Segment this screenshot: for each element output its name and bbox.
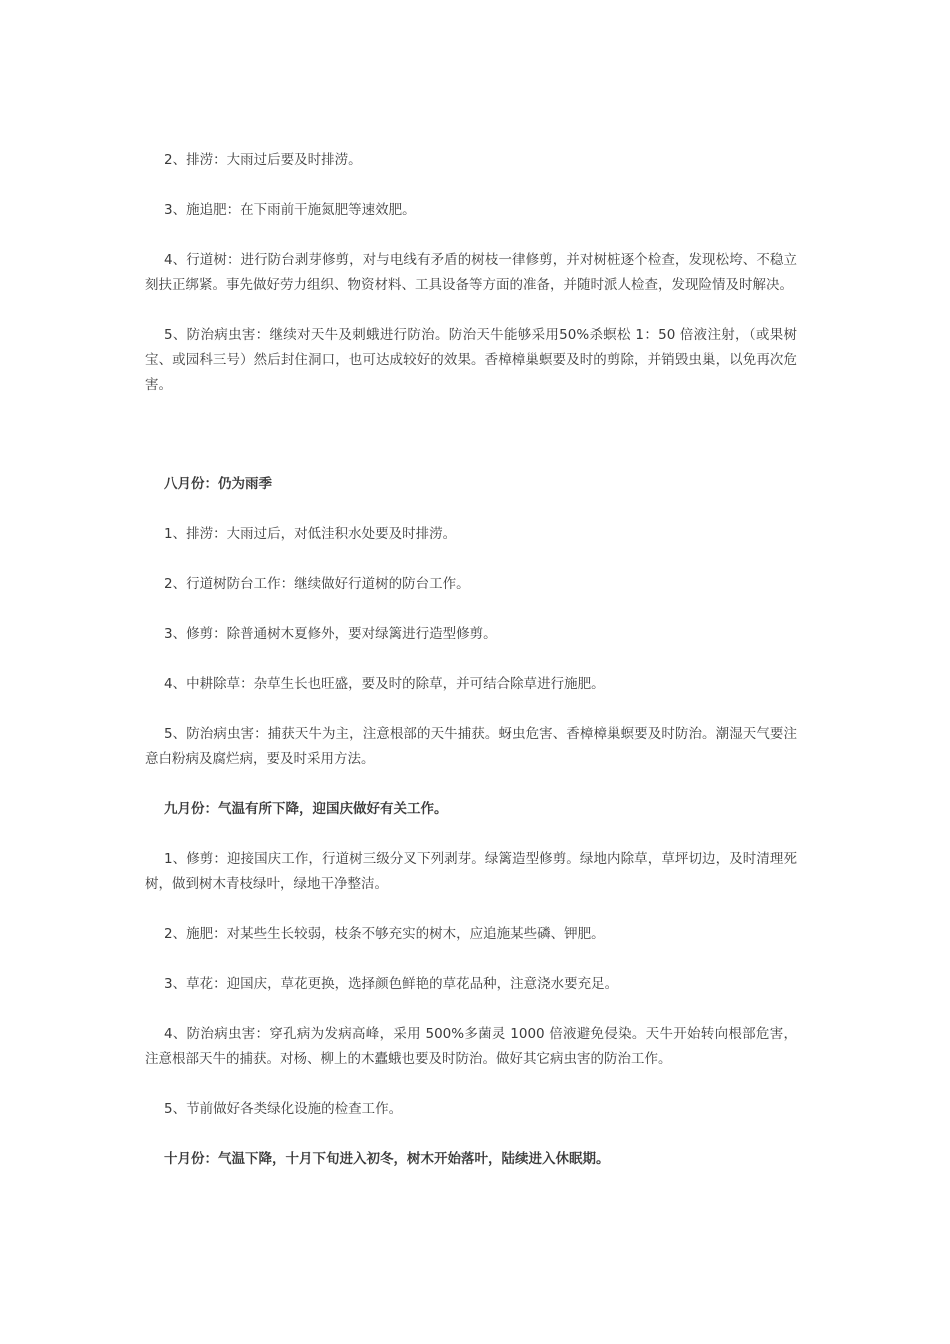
- august-item-2: 2、行道树防台工作：继续做好行道树的防台工作。: [164, 576, 470, 592]
- july-item-2: 2、排涝：大雨过后要及时排涝。: [164, 152, 362, 168]
- july-item-5: 5、防治病虫害：继续对天牛及刺蛾进行防治。防治天牛能够采用50%杀螟松 1：50 倍液注射，（或果树宝、或园科三号）然后封住洞口，也可达成较好的效果。香樟樟巢螟要及时的剪除，并销毁虫巢，以免再次危害。: [145, 327, 797, 393]
- september-item-4: 4、防治病虫害：穿孔病为发病高峰，采用 500%多菌灵 1000 倍液避免侵染。天牛开始转向根部危害，注意根部天牛的捕获。对杨、柳上的木蠹蛾也要及时防治。做好其它病虫害的防治工作。: [145, 1026, 797, 1067]
- september-item-1: 1、修剪：迎接国庆工作，行道树三级分叉下列剥芽。绿篱造型修剪。绿地内除草，草坪切边，及时清理死树，做到树木青枝绿叶，绿地干净整洁。: [145, 851, 797, 892]
- august-item-3: 3、修剪：除普通树木夏修外，要对绿篱进行造型修剪。: [164, 626, 497, 642]
- september-item-5: 5、节前做好各类绿化设施的检查工作。: [164, 1101, 403, 1117]
- august-item-4: 4、中耕除草：杂草生长也旺盛，要及时的除草，并可结合除草进行施肥。: [164, 676, 605, 692]
- august-item-1: 1、排涝：大雨过后，对低洼积水处要及时排涝。: [164, 526, 457, 542]
- august-item-5: 5、防治病虫害：捕获天牛为主，注意根部的天牛捕获。蚜虫危害、香樟樟巢螟要及时防治。潮湿天气要注意白粉病及腐烂病，要及时采用方法。: [145, 726, 797, 767]
- october-heading: 十月份：气温下降，十月下旬进入初冬，树木开始落叶，陆续进入休眠期。: [164, 1151, 610, 1167]
- july-item-3: 3、施追肥：在下雨前干施氮肥等速效肥。: [164, 202, 416, 218]
- september-item-2: 2、施肥：对某些生长较弱，枝条不够充实的树木，应追施某些磷、钾肥。: [164, 926, 605, 942]
- august-heading: 八月份：仍为雨季: [164, 476, 272, 492]
- september-item-3: 3、草花：迎国庆，草花更换，选择颜色鲜艳的草花品种，注意浇水要充足。: [164, 976, 619, 992]
- document-body: [145, 148, 797, 1172]
- september-heading: 九月份：气温有所下降，迎国庆做好有关工作。: [164, 801, 448, 817]
- july-item-4: 4、行道树：进行防台剥芽修剪，对与电线有矛盾的树枝一律修剪，并对树桩逐个检查，发现松垮、不稳立刻扶正绑紧。事先做好劳力组织、物资材料、工具设备等方面的准备，并随时派人检查，发现险情及时解决。: [145, 252, 797, 293]
